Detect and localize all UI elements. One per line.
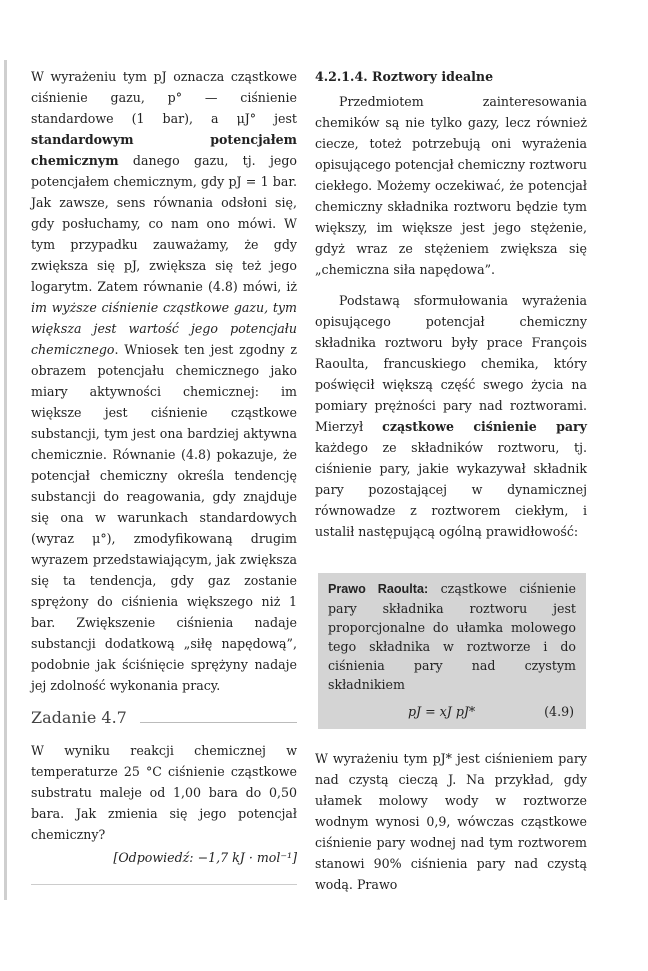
bold-term: standardowym potencjałem chemicznym	[31, 132, 297, 168]
law-text	[328, 579, 576, 694]
task-answer: [Odpowiedź: −1,7 kJ · mol⁻¹]	[113, 850, 297, 865]
left-column	[31, 66, 297, 696]
task-title: Zadanie 4.7	[31, 708, 127, 727]
law-equation: pJ = xJ pJ*	[408, 704, 476, 719]
after-law-text	[315, 748, 587, 895]
italic-emphasis: im wyższe ciśnienie cząstkowe gazu, tym większa jest wartość jego potencjału chemicznego	[31, 300, 297, 357]
equation-number: (4.9)	[544, 704, 574, 719]
task-text: W wyniku reakcji chemicznej w temperaturze 25 °C ciśnienie cząstkowe substratu maleje od 1,00 bara do 0,50 bara. Jak zmienia się jego potencjał chemiczny?	[31, 743, 297, 842]
right-paragraph-1: Przedmiotem zainteresowania chemików są nie tylko gazy, lecz również ciecze, toteż potrzebują oni wyrażenia opisującego potencjał chemiczny roztworu ciekłego. Możemy oczekiwać, że potencjał chemiczny składnika roztworu będzie tym większy, im większe jest jego stężenie, gdyż wraz ze stężeniem zwiększa się „chemiczna siła napędowa”.	[315, 94, 587, 277]
text-run: . Wniosek ten jest zgodny z obrazem potencjału chemicznego jako miary aktywności chemicznej: im większe jest ciśnienie cząstkowe substancji, tym jest ona bardziej aktywna chemicznie. Równanie (4.8) pokazuje, że potencjał chemiczny określa tendencję substancji do reagowania, gdy znajduje się ona w warunkach standardowych (wyraz μ°), zmodyfikowaną drugim wyrazem przedstawiającym, jak zwiększa się ta tendencja, gdy gaz zostanie sprężony do ciśnienia większego niż 1 bar. Zwiększenie ciśnienia nadaje substancji dodatkową „siłę napędową”, podobnie jak ściśnięcie sprężyny nadaje jej zdolność wykonania pracy.	[31, 342, 297, 693]
right-paragraph-2	[315, 290, 587, 542]
right-column	[315, 66, 587, 542]
section-title: 4.2.1.4. Roztwory idealne	[315, 69, 494, 84]
text-run: W wyrażeniu tym pJ oznacza cząstkowe ciśnienie gazu, p° — ciśnienie standardowe (1 bar), a μJ° jest	[31, 69, 297, 126]
raoult-law-box	[318, 573, 586, 729]
bottom-rule	[31, 884, 297, 885]
task-title-rule	[140, 722, 297, 723]
bold-term: cząstkowe ciśnienie pary	[382, 419, 587, 434]
page-edge	[4, 60, 7, 900]
law-title: Prawo Raoulta:	[328, 582, 429, 596]
left-paragraph	[31, 66, 297, 696]
law-body: cząstkowe ciśnienie pary składnika roztworu jest proporcjonalne do ułamka molowego tego składnika w roztworze i do ciśnienia pary nad czystym składnikiem	[328, 581, 577, 692]
text-run: każdego ze składników roztworu, tj. ciśnienie pary, jakie wykazywał składnik pary pozostającej w dynamicznej równowadze z roztworem ciekłym, i ustalił następującą ogólną prawidłowość:	[315, 440, 587, 539]
task-box	[31, 740, 297, 868]
text-run: danego gazu, tj. jego potencjałem chemicznym, gdy pJ = 1 bar. Jak zawsze, sens równania odsłoni się, gdy posłuchamy, co nam ono mówi. W tym przypadku zauważamy, że gdy zwiększa się pJ, zwiększa się też jego logarytm. Zatem równanie (4.8) mówi, iż	[31, 153, 297, 294]
after-law-paragraph: W wyrażeniu tym pJ* jest ciśnieniem pary nad czystą cieczą J. Na przykład, gdy ułamek molowy wody w roztworze wodnym wynosi 0,9, wówczas cząstkowe ciśnienie pary wodnej nad tym roztworem stanowi 90% ciśnienia pary nad czystą wodą. Prawo	[315, 751, 587, 892]
text-run: Podstawą sformułowania wyrażenia opisującego potencjał chemiczny składnika roztworu były prace François Raoulta, francuskiego chemika, który poświęcił większą część swego życia na pomiary prężności pary nad roztworami. Mierzył	[315, 293, 587, 434]
